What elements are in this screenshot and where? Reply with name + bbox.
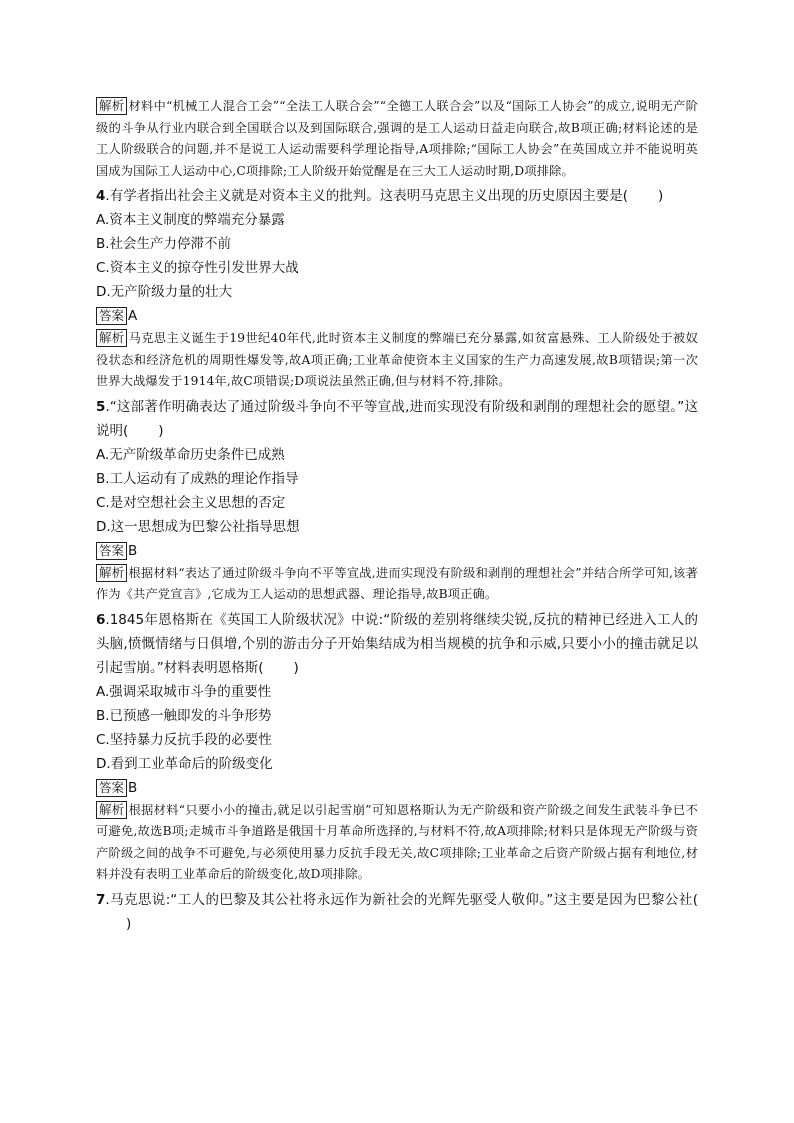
question-stem <box>96 184 698 208</box>
question-5 <box>96 395 698 606</box>
question-text: .1845年恩格斯在《英国工人阶级状况》中说:“阶级的差别将继续尖锐,反抗的精神已经进入工人的头脑,愤慨情绪与日俱增,个别的游击分子开始集结成为相当规模的抗争和示威,只要小小的撞击就足以引起雪崩。”材料表明恩格斯( <box>96 611 698 676</box>
analysis-text: 根据材料“表达了通过阶级斗争向不平等宣战,进而实现没有阶级和剥削的理想社会”并结合所学可知,该著作为《共产党宣言》,它成为工人运动的思想武器、理论指导,故B项正确。 <box>96 565 698 601</box>
question-stem <box>96 888 698 936</box>
question-text: .“这部著作明确表达了通过阶级斗争向不平等宣战,进而实现没有阶级和剥削的理想社会的愿望。”这说明( <box>96 398 698 439</box>
answer-line <box>96 305 698 328</box>
option-d: D.这一思想成为巴黎公社指导思想 <box>96 518 300 535</box>
question-stem <box>96 608 698 680</box>
analysis-text: 马克思主义诞生于19世纪40年代,此时资本主义制度的弊端已充分暴露,如贫富悬殊、工人阶级处于被奴役状态和经济危机的周期性爆发等,故A项正确;工业革命使资本主义国家的生产力高速发展,故B项错误;第一次世界大战爆发于1914年,故C项错误;D项说法虽然正确,但与材料不符,排除。 <box>96 331 698 388</box>
question-6 <box>96 608 698 886</box>
analysis-text: 材料中“机械工人混合工会”“全法工人联合会”“全德工人联合会”以及“国际工人协会”的成立,说明无产阶级的斗争从行业内联合到全国联合以及到国际联合,强调的是工人运动日益走向联合,故B项正确;材料论述的是工人阶级联合的问题,并不是说工人运动需要科学理论指导,A项排除;“国际工人协会”在英国成立并不能说明英国成为国际工人运动中心,C项排除;工人阶级开始觉醒是在三大工人运动时期,D项排除。 <box>96 99 698 178</box>
analysis-block <box>96 800 698 886</box>
option-b: B.社会生产力停滞不前 <box>96 236 232 252</box>
intro-analysis <box>96 96 698 182</box>
question-number: 6 <box>96 611 106 628</box>
answer-value: A <box>128 308 138 324</box>
question-text: .马克思说:“工人的巴黎及其公社将永远作为新社会的光辉先驱受人敬仰。”这主要是因为巴黎公社( <box>105 891 698 908</box>
option-d: D.无产阶级力量的壮大 <box>96 284 233 300</box>
question-4 <box>96 184 698 393</box>
question-number: 7 <box>96 891 106 908</box>
analysis-block <box>96 328 698 393</box>
analysis-tag: 解析 <box>96 329 127 347</box>
question-stem <box>96 395 698 443</box>
question-number: 5 <box>96 398 106 415</box>
question-7 <box>96 888 698 936</box>
analysis-tag: 解析 <box>96 801 127 819</box>
question-number: 4 <box>96 188 106 204</box>
question-paren-close: ) <box>293 659 299 676</box>
answer-tag: 答案 <box>96 779 127 797</box>
option-c: C.坚持暴力反抗手段的必要性 <box>96 731 272 748</box>
option-b: B.工人运动有了成熟的理论作指导 <box>96 470 299 487</box>
analysis-block <box>96 563 698 606</box>
option-d: D.看到工业革命后的阶级变化 <box>96 755 273 772</box>
answer-value: B <box>128 779 138 796</box>
option-a: A.无产阶级革命历史条件已成熟 <box>96 446 285 463</box>
option-c: C.资本主义的掠夺性引发世界大战 <box>96 260 299 276</box>
option-c: C.是对空想社会主义思想的否定 <box>96 494 286 511</box>
analysis-tag: 解析 <box>96 564 127 582</box>
answer-tag: 答案 <box>96 307 127 325</box>
answer-tag: 答案 <box>96 542 127 560</box>
option-b: B.已预感一触即发的斗争形势 <box>96 707 272 724</box>
question-paren-close: ) <box>657 188 664 204</box>
analysis-tag: 解析 <box>96 97 127 115</box>
answer-value: B <box>128 542 138 559</box>
question-text: .有学者指出社会主义就是对资本主义的批判。这表明马克思主义出现的历史原因主要是( <box>105 188 628 204</box>
answer-line <box>96 540 698 563</box>
analysis-text: 根据材料“只要小小的撞击,就足以引起雪崩”可知恩格斯认为无产阶级和资产阶级之间发生武装斗争已不可避免,故选B项;走城市斗争道路是俄国十月革命所选择的,与材料不符,故A项排除;材料只是体现无产阶级与资产阶级之间的战争不可避免,与必须使用暴力反抗手段无关,故C项排除;工业革命之后资产阶级占据有利地位,材料并没有表明工业革命后的阶级变化,故D项排除。 <box>96 802 698 881</box>
question-paren-close: ) <box>126 915 132 932</box>
answer-line <box>96 777 698 800</box>
option-a: A.资本主义制度的弊端充分暴露 <box>96 212 285 228</box>
question-paren-close: ) <box>158 422 164 439</box>
option-a: A.强调采取城市斗争的重要性 <box>96 683 272 700</box>
